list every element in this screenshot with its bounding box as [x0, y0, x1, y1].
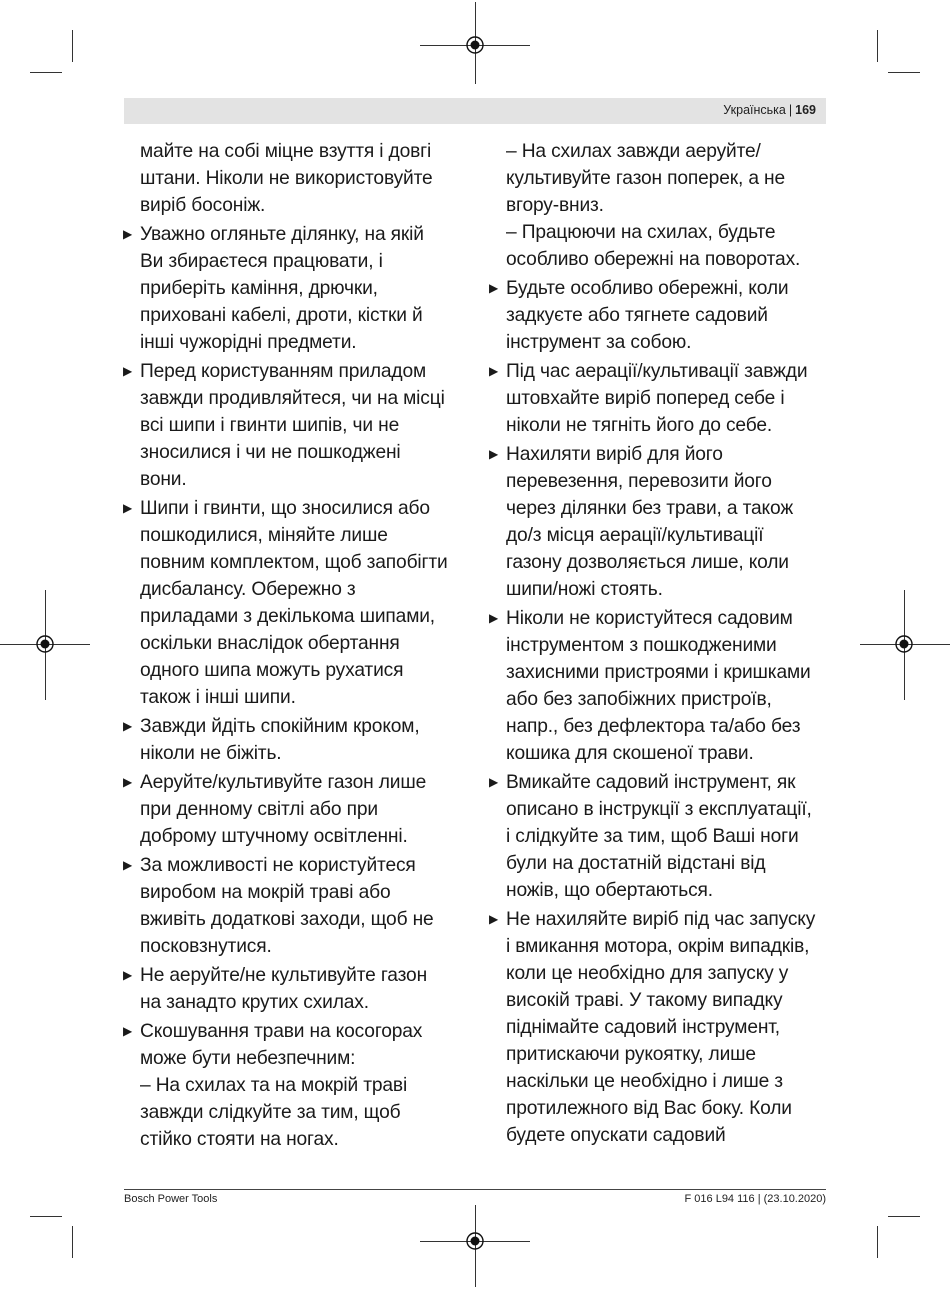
- bullet-arrow-icon: ▶: [123, 775, 133, 789]
- bullet-item: [488, 358, 833, 439]
- text-line: Уважно огляньте ділянку, на якій: [140, 224, 424, 245]
- header-separator: |: [788, 103, 793, 117]
- left-column: [122, 138, 467, 1155]
- text-line: приберіть каміння, дрючки,: [140, 278, 378, 299]
- text-line: виріб босоніж.: [140, 195, 266, 216]
- text-line: Під час аерації/культивації завжди: [506, 361, 808, 382]
- text-line: інструмент за собою.: [506, 332, 692, 353]
- text-line: приладами з декількома шипами,: [140, 606, 435, 627]
- bullet-item: [122, 358, 467, 493]
- footer-rule: [124, 1189, 826, 1190]
- text-line: Вмикайте садовий інструмент, як: [506, 772, 796, 793]
- crop-mark: [888, 1216, 920, 1217]
- text-line: наскільки це необхідно і лише з: [506, 1071, 783, 1092]
- page-header: [124, 98, 826, 124]
- text-line: Будьте особливо обережні, коли: [506, 278, 789, 299]
- text-line: або без запобіжних пристроїв,: [506, 689, 772, 710]
- text-line: захисними пристроями і кришками: [506, 662, 811, 683]
- text-line: притискаючи рукоятку, лише: [506, 1044, 756, 1065]
- text-line: виробом на мокрій траві або: [140, 882, 391, 903]
- text-line: вони.: [140, 469, 187, 490]
- text-line: Не аеруйте/не культивуйте газон: [140, 965, 428, 986]
- text-line: культивуйте газон поперек, а не: [506, 168, 785, 189]
- text-line: штани. Ніколи не використовуйте: [140, 168, 433, 189]
- text-line: Шипи і гвинти, що зносилися або: [140, 498, 430, 519]
- text-line: майте на собі міцне взуття і довгі: [140, 141, 432, 162]
- bullet-arrow-icon: ▶: [489, 364, 499, 378]
- text-line: Аеруйте/культивуйте газон лише: [140, 772, 427, 793]
- text-line: За можливості не користуйтеся: [140, 855, 416, 876]
- text-line: завжди слідкуйте за тим, щоб: [140, 1102, 401, 1123]
- text-line: описано в інструкції з експлуатації,: [506, 799, 812, 820]
- text-line: Ніколи не користуйтеся садовим: [506, 608, 793, 629]
- bullet-arrow-icon: ▶: [123, 364, 133, 378]
- bullet-item: [488, 605, 833, 767]
- text-line: до/з місця аерації/культивації: [506, 525, 764, 546]
- text-line: Не нахиляйте виріб під час запуску: [506, 909, 816, 930]
- header-text: [723, 103, 816, 117]
- text-line: при денному світлі або при: [140, 799, 378, 820]
- bullet-item: [122, 713, 467, 767]
- text-line: одного шипа можуть рухатися: [140, 660, 404, 681]
- footer-doc-id: F 016 L94 116 | (23.10.2020): [684, 1193, 826, 1205]
- bullet-arrow-icon: ▶: [123, 501, 133, 515]
- bullet-item: [122, 962, 467, 1016]
- text-line: газону дозволяється лише, коли: [506, 552, 789, 573]
- text-line: шипи/ножі стоять.: [506, 579, 663, 600]
- text-line: повним комплектом, щоб запобігти: [140, 552, 448, 573]
- text-line: задкуєте або тягнете садовий: [506, 305, 768, 326]
- bullet-item: [122, 495, 467, 711]
- text-line: – На схилах завжди аеруйте/: [506, 141, 761, 162]
- text-line: інструментом з пошкодженими: [506, 635, 777, 656]
- bullet-arrow-icon: ▶: [489, 912, 499, 926]
- bullet-arrow-icon: ▶: [123, 1024, 133, 1038]
- text-line: Скошування трави на косогорах: [140, 1021, 423, 1042]
- bullet-item: [122, 852, 467, 960]
- bullet-item: [122, 769, 467, 850]
- text-line: вживіть додаткові заходи, щоб не: [140, 909, 434, 930]
- text-line: коли це необхідно для запуску у: [506, 963, 789, 984]
- bullet-arrow-icon: ▶: [123, 227, 133, 241]
- footer-brand: Bosch Power Tools: [124, 1193, 218, 1205]
- page-number: 169: [795, 103, 816, 117]
- text-line: вгору-вниз.: [506, 195, 604, 216]
- right-column: [488, 138, 833, 1151]
- text-line: інші чужорідні предмети.: [140, 332, 357, 353]
- text-line: Нахиляти виріб для його: [506, 444, 723, 465]
- bullet-arrow-icon: ▶: [123, 968, 133, 982]
- text-line: оскільки внаслідок обертання: [140, 633, 400, 654]
- text-line: пошкодилися, міняйте лише: [140, 525, 388, 546]
- bullet-arrow-icon: ▶: [489, 281, 499, 295]
- text-line: приховані кабелі, дроти, кістки й: [140, 305, 423, 326]
- text-line: були на достатній відстані від: [506, 853, 766, 874]
- text-line: дисбалансу. Обережно з: [140, 579, 356, 600]
- text-line: особливо обережні на поворотах.: [506, 249, 801, 270]
- text-line: протилежного від Вас боку. Коли: [506, 1098, 792, 1119]
- bullet-arrow-icon: ▶: [123, 858, 133, 872]
- text-line: стійко стояти на ногах.: [140, 1129, 339, 1150]
- crop-mark: [30, 1216, 62, 1217]
- bullet-arrow-icon: ▶: [489, 775, 499, 789]
- paragraph: [122, 138, 467, 219]
- bullet-arrow-icon: ▶: [489, 447, 499, 461]
- crop-mark: [30, 72, 62, 73]
- crop-mark: [72, 30, 73, 62]
- text-line: може бути небезпечним:: [140, 1048, 356, 1069]
- bullet-item: [488, 769, 833, 904]
- text-line: напр., без дефлектора та/або без: [506, 716, 801, 737]
- text-line: ніколи не тягніть його до себе.: [506, 415, 773, 436]
- text-line: доброму штучному освітленні.: [140, 826, 408, 847]
- text-line: штовхайте виріб поперед себе і: [506, 388, 785, 409]
- text-line: високій траві. У такому випадку: [506, 990, 783, 1011]
- header-language: Українська: [723, 103, 786, 117]
- text-line: – На схилах та на мокрій траві: [140, 1075, 408, 1096]
- crop-mark: [888, 72, 920, 73]
- registration-target-icon: [893, 633, 915, 655]
- text-line: Ви збираєтеся працювати, і: [140, 251, 383, 272]
- text-line: Завжди йдіть спокійним кроком,: [140, 716, 420, 737]
- text-line: через ділянки без трави, а також: [506, 498, 794, 519]
- text-line: зносилися і чи не пошкоджені: [140, 442, 401, 463]
- text-line: на занадто крутих схилах.: [140, 992, 369, 1013]
- bullet-item: [488, 275, 833, 356]
- text-line: також і інші шипи.: [140, 687, 296, 708]
- text-line: кошика для скошеної трави.: [506, 743, 754, 764]
- text-line: ножів, що обертаються.: [506, 880, 713, 901]
- bullet-arrow-icon: ▶: [489, 611, 499, 625]
- bullet-item: [122, 221, 467, 356]
- text-line: всі шипи і гвинти шипів, чи не: [140, 415, 400, 436]
- text-line: завжди продивляйтеся, чи на місці: [140, 388, 445, 409]
- text-line: і слідкуйте за тим, щоб Ваші ноги: [506, 826, 799, 847]
- text-line: ніколи не біжіть.: [140, 743, 282, 764]
- registration-target-icon: [464, 34, 486, 56]
- bullet-item: [488, 906, 833, 1149]
- text-line: – Працюючи на схилах, будьте: [506, 222, 776, 243]
- text-line: перевезення, перевозити його: [506, 471, 772, 492]
- text-line: піднімайте садовий інструмент,: [506, 1017, 780, 1038]
- text-line: Перед користуванням приладом: [140, 361, 427, 382]
- crop-mark: [72, 1226, 73, 1258]
- crop-mark: [877, 1226, 878, 1258]
- registration-target-icon: [464, 1230, 486, 1252]
- registration-target-icon: [34, 633, 56, 655]
- bullet-item: [488, 441, 833, 603]
- bullet-item: [122, 1018, 467, 1153]
- crop-mark: [877, 30, 878, 62]
- paragraph: [488, 138, 833, 273]
- bullet-arrow-icon: ▶: [123, 719, 133, 733]
- text-line: будете опускати садовий: [506, 1125, 726, 1146]
- text-line: посковзнутися.: [140, 936, 272, 957]
- text-line: і вмикання мотора, окрім випадків,: [506, 936, 810, 957]
